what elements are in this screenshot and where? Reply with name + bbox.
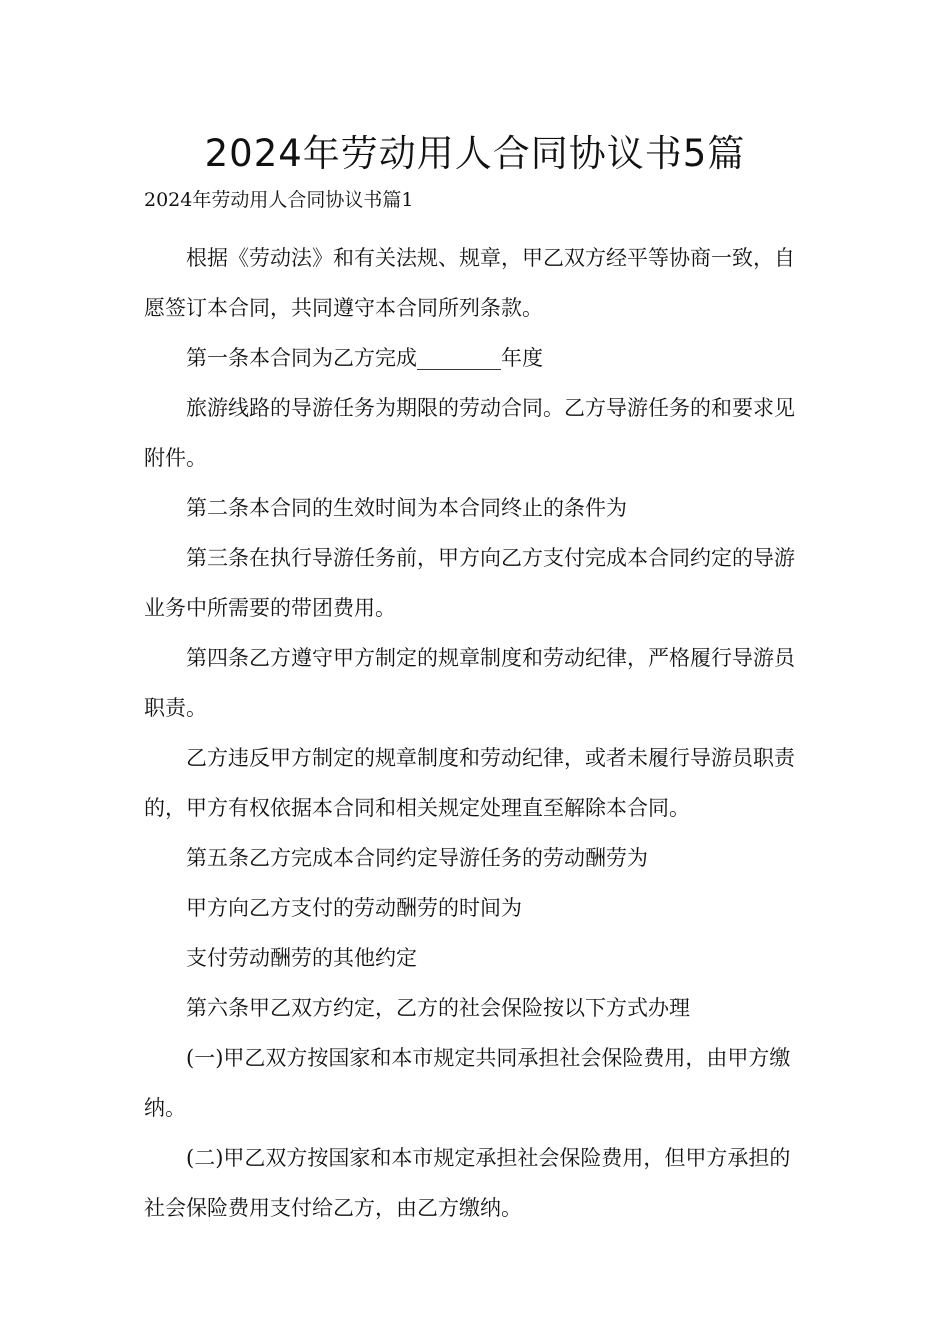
section-heading: 2024年劳动用人合同协议书篇1 xyxy=(144,189,414,211)
document-title: 2024年劳动用人合同协议书5篇 xyxy=(204,132,746,175)
paragraph-article-5: 第五条乙方完成本合同约定导游任务的劳动酬劳为 xyxy=(186,846,648,870)
paragraph-article-1-cont: 旅游线路的导游任务为期限的劳动合同。乙方导游任务的和要求见附件。 xyxy=(144,396,795,470)
paragraph-article-6-item-1: (一)甲乙双方按国家和本市规定共同承担社会保险费用，由甲方缴纳。 xyxy=(144,1046,791,1120)
paragraph-article-5-other: 支付劳动酬劳的其他约定 xyxy=(186,946,417,970)
paragraph-article-4: 第四条乙方遵守甲方制定的规章制度和劳动纪律，严格履行导游员职责。 xyxy=(144,646,795,720)
paragraph-article-4-cont: 乙方违反甲方制定的规章制度和劳动纪律，或者未履行导游员职责的，甲方有权依据本合同和相关规定处理直至解除本合同。 xyxy=(144,746,795,820)
paragraph-article-1: 第一条本合同为乙方完成________年度 xyxy=(186,346,543,370)
paragraph-preamble: 根据《劳动法》和有关法规、规章，甲乙双方经平等协商一致，自愿签订本合同，共同遵守本合同所列条款。 xyxy=(144,246,795,320)
paragraph-article-6-item-2: (二)甲乙双方按国家和本市规定承担社会保险费用，但甲方承担的社会保险费用支付给乙方，由乙方缴纳。 xyxy=(144,1146,791,1220)
paragraph-article-5-time: 甲方向乙方支付的劳动酬劳的时间为 xyxy=(186,896,522,920)
document-body xyxy=(144,233,809,1233)
paragraph-article-3: 第三条在执行导游任务前，甲方向乙方支付完成本合同约定的导游业务中所需要的带团费用。 xyxy=(144,546,795,620)
paragraph-article-6: 第六条甲乙双方约定，乙方的社会保险按以下方式办理 xyxy=(186,996,690,1020)
paragraph-article-2: 第二条本合同的生效时间为本合同终止的条件为 xyxy=(186,496,627,520)
